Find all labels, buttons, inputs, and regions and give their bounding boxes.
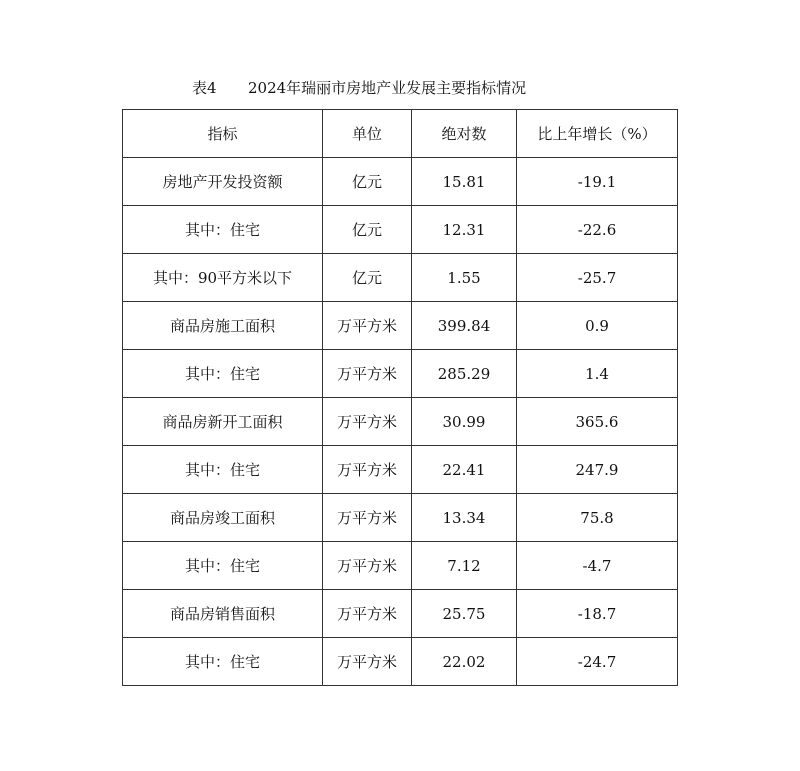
cell-yoy-growth: -22.6 <box>517 206 678 254</box>
table-row <box>123 158 678 206</box>
cell-yoy-growth: 1.4 <box>517 350 678 398</box>
cell-unit: 万平方米 <box>323 542 412 590</box>
cell-yoy-growth: -19.1 <box>517 158 678 206</box>
cell-absolute-value: 30.99 <box>412 398 517 446</box>
header-yoy-growth: 比上年增长（%） <box>517 110 678 158</box>
table-row <box>123 350 678 398</box>
table-body <box>123 158 678 686</box>
table-row <box>123 206 678 254</box>
cell-indicator: 其中：住宅 <box>123 638 323 686</box>
table-header-row <box>123 110 678 158</box>
cell-indicator: 房地产开发投资额 <box>123 158 323 206</box>
header-absolute-value: 绝对数 <box>412 110 517 158</box>
cell-indicator: 其中：住宅 <box>123 542 323 590</box>
cell-yoy-growth: 0.9 <box>517 302 678 350</box>
cell-unit: 亿元 <box>323 158 412 206</box>
cell-indicator: 商品房销售面积 <box>123 590 323 638</box>
cell-absolute-value: 399.84 <box>412 302 517 350</box>
table-title: 2024年瑞丽市房地产业发展主要指标情况 <box>248 79 527 97</box>
cell-unit: 万平方米 <box>323 638 412 686</box>
header-indicator: 指标 <box>123 110 323 158</box>
table-row <box>123 446 678 494</box>
cell-yoy-growth: -18.7 <box>517 590 678 638</box>
table-row <box>123 638 678 686</box>
cell-indicator: 商品房竣工面积 <box>123 494 323 542</box>
cell-indicator: 其中：住宅 <box>123 446 323 494</box>
cell-unit: 万平方米 <box>323 590 412 638</box>
table-row <box>123 494 678 542</box>
cell-yoy-growth: 247.9 <box>517 446 678 494</box>
cell-absolute-value: 22.02 <box>412 638 517 686</box>
cell-unit: 万平方米 <box>323 302 412 350</box>
cell-yoy-growth: -4.7 <box>517 542 678 590</box>
table-row <box>123 542 678 590</box>
cell-indicator: 商品房新开工面积 <box>123 398 323 446</box>
cell-indicator: 其中：90平方米以下 <box>123 254 323 302</box>
cell-absolute-value: 25.75 <box>412 590 517 638</box>
table-row <box>123 398 678 446</box>
cell-yoy-growth: -24.7 <box>517 638 678 686</box>
cell-unit: 亿元 <box>323 254 412 302</box>
cell-unit: 万平方米 <box>323 446 412 494</box>
cell-yoy-growth: 365.6 <box>517 398 678 446</box>
cell-absolute-value: 15.81 <box>412 158 517 206</box>
cell-absolute-value: 285.29 <box>412 350 517 398</box>
cell-absolute-value: 7.12 <box>412 542 517 590</box>
cell-yoy-growth: 75.8 <box>517 494 678 542</box>
cell-absolute-value: 12.31 <box>412 206 517 254</box>
indicator-table <box>122 109 678 686</box>
cell-yoy-growth: -25.7 <box>517 254 678 302</box>
cell-unit: 万平方米 <box>323 398 412 446</box>
table-number: 表4 <box>192 79 217 97</box>
cell-indicator: 其中：住宅 <box>123 350 323 398</box>
header-unit: 单位 <box>323 110 412 158</box>
cell-unit: 万平方米 <box>323 494 412 542</box>
table-row <box>123 254 678 302</box>
cell-indicator: 其中：住宅 <box>123 206 323 254</box>
table-row <box>123 590 678 638</box>
cell-absolute-value: 22.41 <box>412 446 517 494</box>
cell-indicator: 商品房施工面积 <box>123 302 323 350</box>
cell-absolute-value: 1.55 <box>412 254 517 302</box>
cell-unit: 万平方米 <box>323 350 412 398</box>
cell-unit: 亿元 <box>323 206 412 254</box>
cell-absolute-value: 13.34 <box>412 494 517 542</box>
table-caption <box>0 76 800 100</box>
table-row <box>123 302 678 350</box>
